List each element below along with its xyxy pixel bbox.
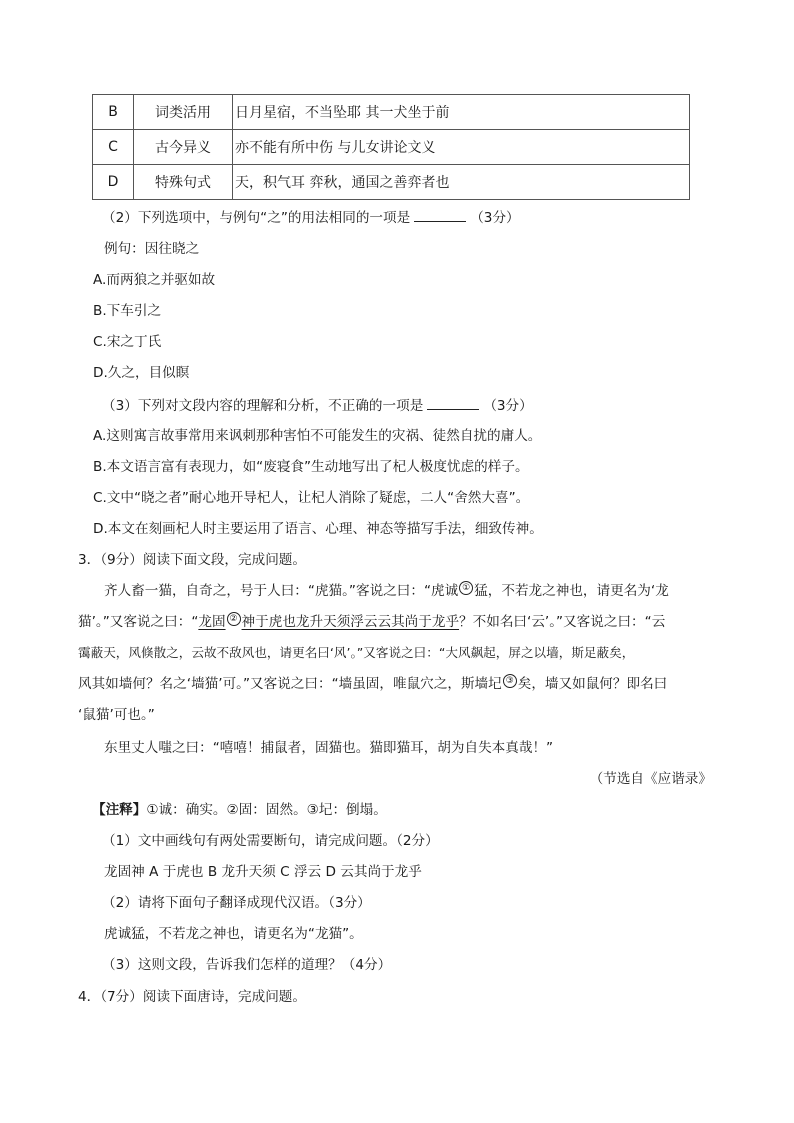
table-row — [93, 95, 690, 130]
options-table — [92, 94, 690, 200]
note-marker-3: ③ — [503, 674, 517, 688]
q2-3-stem — [102, 395, 533, 416]
q2-2-option-d: D.久之，目似瞑 — [93, 365, 190, 381]
table-row — [93, 130, 690, 165]
q2-2-option-a: A.而两狼之并驱如故 — [93, 272, 216, 288]
passage-text: 齐人畜一猫，自奇之，号于人曰：“虎猫。”客说之曰：“虎诚 — [104, 583, 459, 599]
row-content: 日月星宿，不当坠耶 其一犬坐于前 — [233, 95, 690, 130]
row-letter: B — [93, 95, 134, 130]
q2-2-option-c: C.宋之丁氏 — [93, 334, 162, 350]
q2-3-score: （3分） — [483, 398, 533, 414]
passage-text: ？不如名曰‘云’。”又客说之曰：“云 — [459, 614, 666, 630]
row-content: 天，积气耳 弈秋，通国之善弈者也 — [233, 165, 690, 200]
passage-text: 矣，墙又如鼠何？即名曰 — [517, 676, 668, 692]
q2-2-stem-text: （2）下列选项中，与例句“之”的用法相同的一项是 — [102, 210, 411, 226]
notes-label: 【注释】 — [92, 802, 147, 818]
passage-paragraph-2: 东里丈人嗤之曰：“嘻嘻！捕鼠者，固猫也。猫即猫耳，胡为自失本真哉！” — [104, 740, 554, 756]
q2-3-option-a: A.这则寓言故事常用来讽刺那种害怕不可能发生的灾祸、徒然自扰的庸人。 — [93, 428, 542, 444]
q2-3-option-d: D.本文在刻画杞人时主要运用了语言、心理、神态等描写手法，细致传神。 — [93, 521, 543, 537]
q3-sub1: （1）文中画线句有两处需要断句，请完成问题。（2分） — [102, 833, 439, 849]
q4-heading: 4．（7分）阅读下面唐诗，完成问题。 — [78, 989, 306, 1005]
q2-3-stem-text: （3）下列对文段内容的理解和分析，不正确的一项是 — [102, 398, 424, 414]
passage-source: （节选自《应谐录》 — [589, 771, 712, 787]
q3-sub3: （3）这则文段，告诉我们怎样的道理？（4分） — [102, 957, 392, 973]
q2-2-score: （3分） — [470, 210, 520, 226]
row-content: 亦不能有所中伤 与儿女讲论文义 — [233, 130, 690, 165]
q3-sub1-text: 龙固神 A 于虎也 B 龙升天须 C 浮云 D 云其尚于龙乎 — [104, 864, 422, 880]
row-category: 词类活用 — [134, 95, 233, 130]
table-row — [93, 165, 690, 200]
passage-text: 猛，不若龙之神也，请更名为‘龙 — [474, 583, 669, 599]
underlined-sentence-a: 龙固 — [198, 614, 226, 630]
passage-line-4 — [78, 674, 667, 694]
notes-text: ①诚：确实。②固：固然。③圮：倒塌。 — [146, 802, 387, 818]
q2-2-stem — [102, 207, 520, 228]
q3-sub2: （2）请将下面句子翻译成现代汉语。（3分） — [102, 895, 371, 911]
notes-line — [92, 800, 387, 820]
options-table-body — [93, 95, 690, 200]
q3-sub2-text: 虎诚猛，不若龙之神也，请更名为“龙猫”。 — [104, 926, 363, 942]
q2-3-option-b: B.本文语言富有表现力，如“废寝食”生动地写出了杞人极度忧虑的样子。 — [93, 459, 529, 475]
row-category: 特殊句式 — [134, 165, 233, 200]
q2-3-option-c: C.文中“晓之者”耐心地开导杞人，让杞人消除了疑虑，二人“舍然大喜”。 — [93, 490, 530, 506]
row-letter: D — [93, 165, 134, 200]
note-marker-2: ② — [227, 612, 241, 626]
passage-line-5: ‘鼠猫’可也。” — [78, 707, 155, 723]
answer-blank[interactable] — [414, 207, 466, 222]
q2-2-option-b: B.下车引之 — [93, 303, 162, 319]
answer-blank[interactable] — [427, 395, 479, 410]
passage-line-3: 霭蔽天，风倏散之，云故不敌风也，请更名曰‘风’。”又客说之曰：“大风飙起，屏之以墙，斯足蔽矣， — [78, 645, 635, 660]
underlined-sentence-b: 神于虎也龙升天须浮云云其尚于龙乎 — [241, 614, 460, 630]
row-category: 古今异义 — [134, 130, 233, 165]
q2-2-example: 例句：因往晓之 — [104, 241, 200, 257]
passage-text: 猫’。”又客说之曰：“ — [78, 614, 199, 630]
q3-heading: 3．（9分）阅读下面文段，完成问题。 — [78, 552, 306, 568]
row-letter: C — [93, 130, 134, 165]
passage-text: 风其如墙何？名之‘墙猫’可。”又客说之曰：“墙虽固，唯鼠穴之，斯墙圮 — [78, 676, 502, 692]
note-marker-1: ① — [459, 581, 473, 595]
passage-line-2 — [78, 612, 665, 632]
passage-line-1 — [104, 581, 669, 601]
